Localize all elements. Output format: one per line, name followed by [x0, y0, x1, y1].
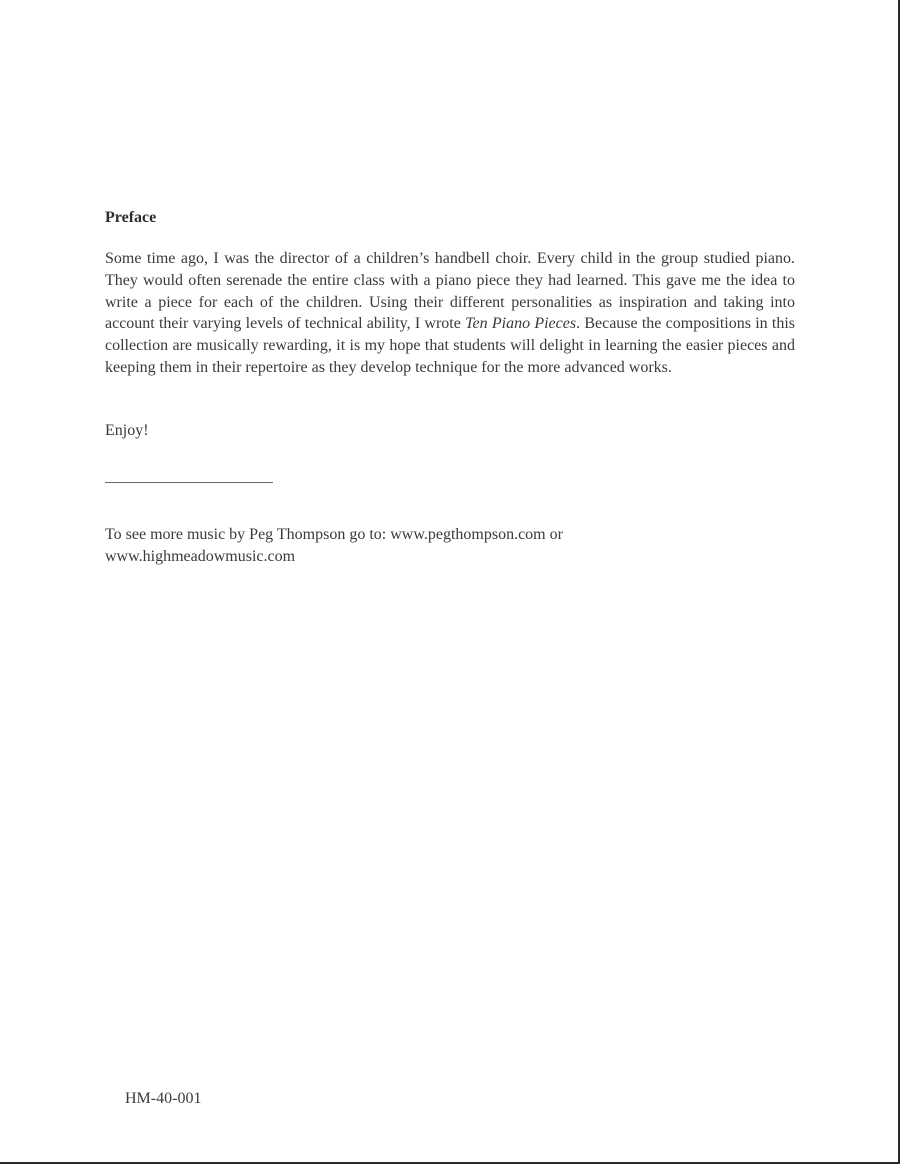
catalog-code: HM-40-001: [125, 1090, 202, 1107]
collection-title: Ten Piano Pieces: [465, 315, 577, 333]
more-music-info: [105, 524, 705, 568]
preface-paragraph: [105, 248, 795, 379]
preface-text-part-2: . Because the compositions in this collection are musically rewarding, it is my hope that students will delight in learning the easier pieces and keeping them in their repertoire as they develop technique for the more advanced works.: [105, 315, 796, 376]
preface-text-part-1: Some time ago, I was the director of a children’s handbell choir. Every child in the group studied piano. They would often serenade the entire class with a piano piece they had learned. This gave me the idea to write a piece for each of the children. Using their different personalities as inspiration and taking into account their varying levels of technical ability, I wrote: [105, 250, 795, 333]
signature-line: [105, 482, 273, 483]
preface-heading: Preface: [105, 209, 157, 226]
closing-text: Enjoy!: [105, 422, 149, 439]
more-music-line-2: www.highmeadowmusic.com: [105, 548, 296, 565]
more-music-line-1: To see more music by Peg Thompson go to: www.pegthompson.com or: [105, 526, 563, 543]
